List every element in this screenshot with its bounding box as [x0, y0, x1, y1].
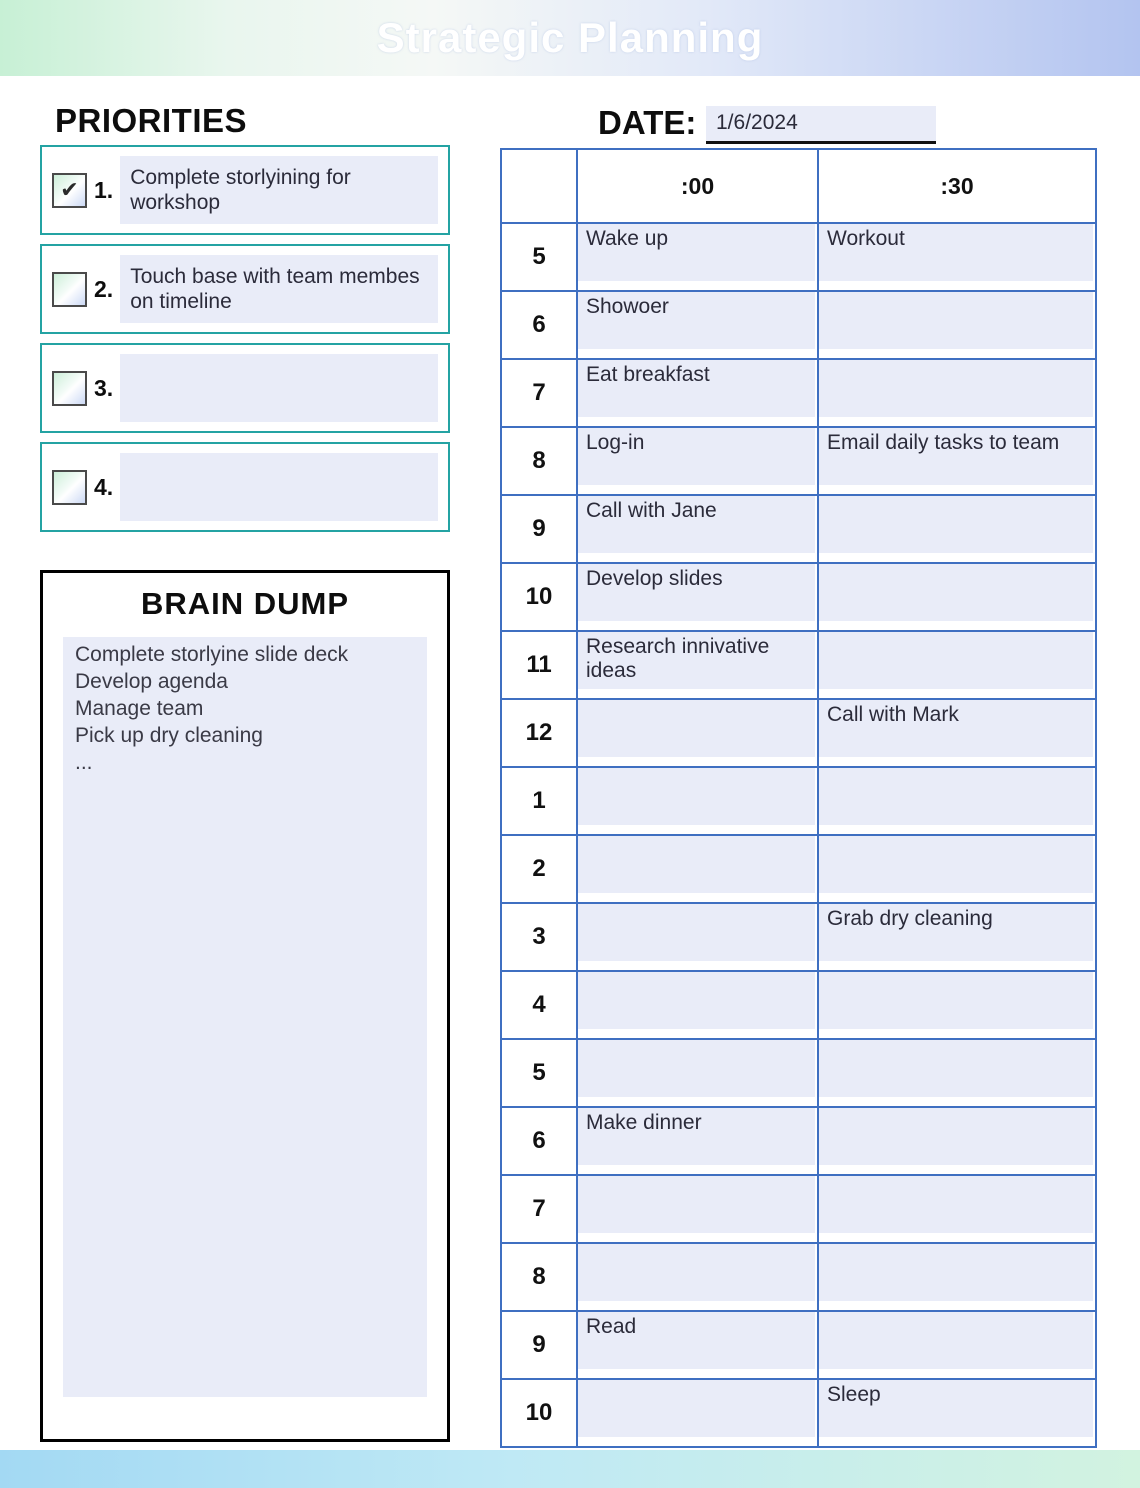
- slot-30-field[interactable]: Call with Mark: [819, 700, 1093, 757]
- slot-cell: [818, 631, 1096, 699]
- priority-item: [40, 244, 450, 334]
- slot-00-field[interactable]: [578, 1244, 815, 1301]
- slot-00-field[interactable]: Showoer: [578, 292, 815, 349]
- hour-label: 8: [501, 1243, 577, 1311]
- slot-cell: [577, 1175, 818, 1243]
- schedule-row: [501, 291, 1096, 359]
- slot-30-field[interactable]: Grab dry cleaning: [819, 904, 1093, 961]
- schedule-row: [501, 699, 1096, 767]
- priority-item: [40, 442, 450, 532]
- priorities-heading: PRIORITIES: [55, 102, 248, 139]
- priority-text-field[interactable]: Complete storlyining for workshop: [120, 156, 438, 224]
- schedule-row: [501, 903, 1096, 971]
- slot-00-field[interactable]: Log-in: [578, 428, 815, 485]
- schedule-row: [501, 1175, 1096, 1243]
- slot-00-field[interactable]: Call with Jane: [578, 496, 815, 553]
- slot-00-field[interactable]: [578, 1176, 815, 1233]
- schedule-row: [501, 767, 1096, 835]
- slot-00-field[interactable]: Develop slides: [578, 564, 815, 621]
- slot-cell: [818, 1175, 1096, 1243]
- priority-number: 3.: [94, 374, 114, 401]
- brain-dump-line: Pick up dry cleaning: [75, 723, 263, 747]
- slot-cell: [818, 1379, 1096, 1447]
- brain-dump-heading: BRAIN DUMP: [140, 586, 350, 621]
- brain-dump-line: Develop agenda: [75, 669, 228, 693]
- slot-00-field[interactable]: Make dinner: [578, 1108, 815, 1165]
- priorities-section: [40, 145, 450, 541]
- schedule-row: [501, 427, 1096, 495]
- slot-cell: [818, 903, 1096, 971]
- slot-cell: [577, 1039, 818, 1107]
- hour-label: 9: [501, 1311, 577, 1379]
- priority-number: 1.: [94, 176, 114, 203]
- schedule-row: [501, 971, 1096, 1039]
- priority-item: [40, 343, 450, 433]
- hour-label: 2: [501, 835, 577, 903]
- brain-dump-text-area[interactable]: [63, 637, 427, 1397]
- hour-label: 8: [501, 427, 577, 495]
- slot-cell: [818, 427, 1096, 495]
- slot-cell: [818, 563, 1096, 631]
- slot-00-field[interactable]: Read: [578, 1312, 815, 1369]
- priority-checkbox[interactable]: [52, 173, 87, 208]
- schedule-row: [501, 1311, 1096, 1379]
- slot-00-field[interactable]: Research innivative ideas: [578, 632, 815, 689]
- slot-cell: [577, 1107, 818, 1175]
- hour-label: 5: [501, 1039, 577, 1107]
- schedule-row: [501, 1039, 1096, 1107]
- brain-dump-line: Complete storlyine slide deck: [75, 643, 349, 666]
- slot-cell: [818, 767, 1096, 835]
- slot-cell: [577, 1379, 818, 1447]
- slot-cell: [818, 835, 1096, 903]
- slot-30-field[interactable]: Sleep: [819, 1380, 1093, 1437]
- slot-cell: [818, 223, 1096, 291]
- priority-number: 2.: [94, 275, 114, 302]
- slot-30-field[interactable]: [819, 360, 1093, 417]
- slot-30-field[interactable]: [819, 1312, 1093, 1369]
- priority-checkbox[interactable]: [52, 470, 87, 505]
- hour-label: 4: [501, 971, 577, 1039]
- priority-text-field[interactable]: [120, 354, 438, 422]
- schedule-corner-cell: [501, 149, 577, 223]
- header-banner: [0, 0, 1140, 76]
- slot-00-field[interactable]: [578, 904, 815, 961]
- slot-cell: [577, 359, 818, 427]
- priority-text-field[interactable]: Touch base with team membes on timeline: [120, 255, 438, 323]
- schedule-row: [501, 631, 1096, 699]
- slot-cell: [818, 699, 1096, 767]
- slot-30-field[interactable]: Workout: [819, 224, 1093, 281]
- slot-30-field[interactable]: [819, 292, 1093, 349]
- priority-checkbox[interactable]: [52, 371, 87, 406]
- slot-cell: [577, 903, 818, 971]
- slot-cell: [577, 291, 818, 359]
- slot-30-field[interactable]: [819, 972, 1093, 1029]
- priority-item: [40, 145, 450, 235]
- hour-label: 3: [501, 903, 577, 971]
- slot-cell: [818, 1107, 1096, 1175]
- slot-30-field[interactable]: [819, 1244, 1093, 1301]
- slot-00-field[interactable]: [578, 768, 815, 825]
- slot-00-field[interactable]: [578, 1040, 815, 1097]
- page-title: Strategic Planning: [376, 14, 764, 61]
- slot-00-field[interactable]: [578, 972, 815, 1029]
- slot-cell: [577, 699, 818, 767]
- column-header-30: :30: [818, 149, 1096, 223]
- slot-30-field[interactable]: Email daily tasks to team: [819, 428, 1093, 485]
- slot-30-field[interactable]: [819, 836, 1093, 893]
- hour-label: 5: [501, 223, 577, 291]
- slot-cell: [818, 495, 1096, 563]
- hour-label: 9: [501, 495, 577, 563]
- priority-text-field[interactable]: [120, 453, 438, 521]
- slot-cell: [577, 563, 818, 631]
- brain-dump-line: ...: [75, 750, 93, 774]
- slot-30-field[interactable]: [819, 564, 1093, 621]
- schedule-row: [501, 359, 1096, 427]
- schedule-row: [501, 1107, 1096, 1175]
- slot-cell: [818, 1039, 1096, 1107]
- brain-dump-line: Manage team: [75, 696, 204, 720]
- slot-cell: [577, 223, 818, 291]
- slot-cell: [818, 1243, 1096, 1311]
- slot-cell: [577, 631, 818, 699]
- date-input[interactable]: 1/6/2024: [706, 106, 936, 144]
- slot-30-field[interactable]: [819, 1040, 1093, 1097]
- slot-30-field[interactable]: [819, 768, 1093, 825]
- schedule-row: [501, 223, 1096, 291]
- hour-label: 7: [501, 359, 577, 427]
- column-header-00: :00: [577, 149, 818, 223]
- schedule-row: [501, 1379, 1096, 1447]
- schedule-table: [500, 148, 1097, 1448]
- hour-label: 12: [501, 699, 577, 767]
- slot-cell: [577, 1243, 818, 1311]
- slot-00-field[interactable]: [578, 836, 815, 893]
- footer-banner: [0, 1450, 1140, 1488]
- slot-cell: [818, 359, 1096, 427]
- slot-cell: [577, 835, 818, 903]
- slot-30-field[interactable]: [819, 1108, 1093, 1165]
- schedule-row: [501, 1243, 1096, 1311]
- hour-label: 11: [501, 631, 577, 699]
- slot-cell: [577, 495, 818, 563]
- priority-checkbox[interactable]: [52, 272, 87, 307]
- schedule-row: [501, 835, 1096, 903]
- hour-label: 6: [501, 1107, 577, 1175]
- priority-number: 4.: [94, 473, 114, 500]
- slot-00-field[interactable]: [578, 700, 815, 757]
- slot-30-field[interactable]: [819, 1176, 1093, 1233]
- slot-cell: [818, 1311, 1096, 1379]
- brain-dump-section: [40, 570, 450, 1442]
- schedule-header-row: [501, 149, 1096, 223]
- slot-30-field[interactable]: [819, 632, 1093, 689]
- schedule-row: [501, 563, 1096, 631]
- hour-label: 6: [501, 291, 577, 359]
- slot-00-field[interactable]: [578, 1380, 815, 1437]
- slot-00-field[interactable]: Eat breakfast: [578, 360, 815, 417]
- checkmark-icon: ✔: [60, 177, 79, 202]
- slot-cell: [818, 291, 1096, 359]
- slot-cell: [577, 767, 818, 835]
- hour-label: 10: [501, 563, 577, 631]
- slot-cell: [577, 971, 818, 1039]
- slot-cell: [577, 1311, 818, 1379]
- hour-label: 1: [501, 767, 577, 835]
- hour-label: 7: [501, 1175, 577, 1243]
- slot-cell: [577, 427, 818, 495]
- schedule-row: [501, 495, 1096, 563]
- slot-00-field[interactable]: Wake up: [578, 224, 815, 281]
- slot-30-field[interactable]: [819, 496, 1093, 553]
- date-label: DATE:: [598, 104, 697, 141]
- slot-cell: [818, 971, 1096, 1039]
- hour-label: 10: [501, 1379, 577, 1447]
